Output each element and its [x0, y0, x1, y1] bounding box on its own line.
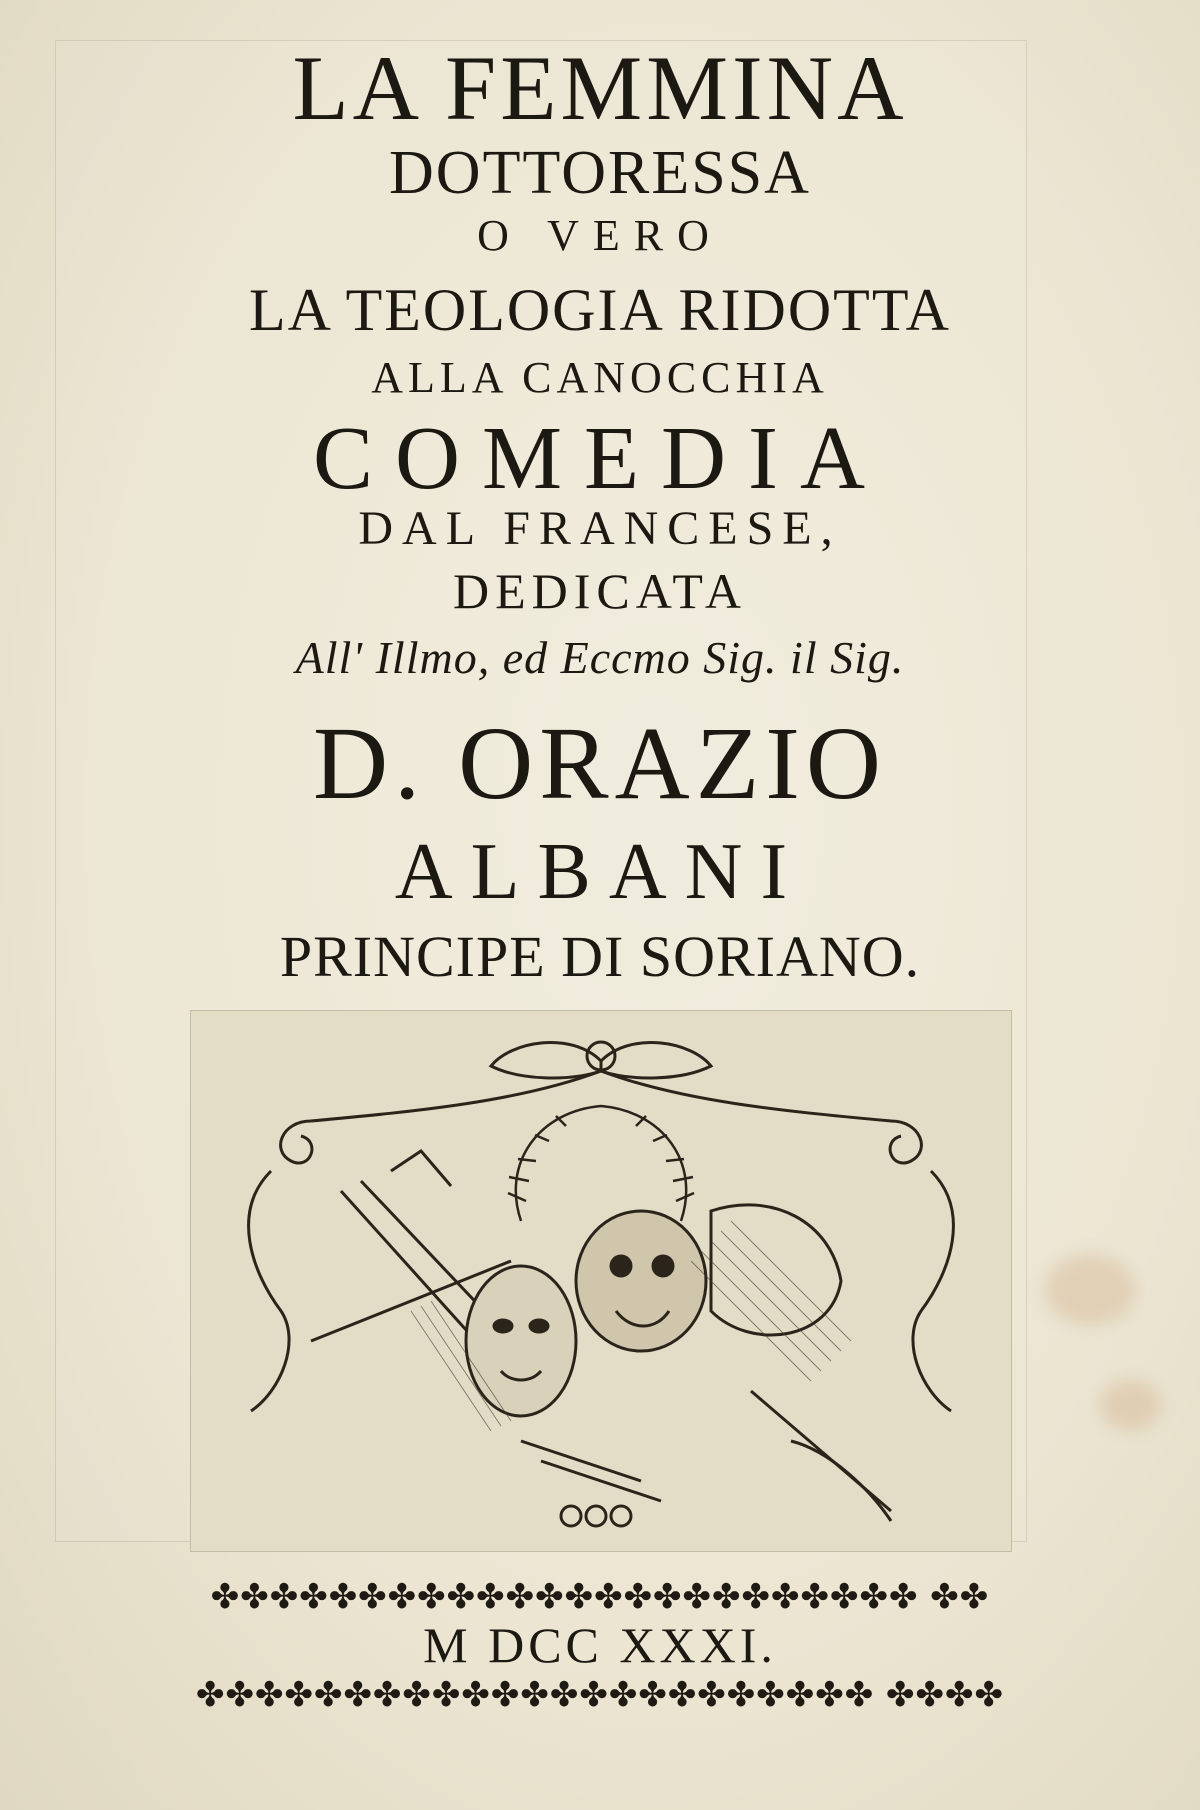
foxing-stain	[1100, 1380, 1160, 1430]
dedication-label: DEDICATA	[453, 563, 747, 619]
imprint-date: M DCC XXXI.	[423, 1617, 777, 1673]
fleuron-rule-bottom: ✤✤✤✤✤✤✤✤✤✤✤✤✤✤✤✤✤✤✤✤✤✤✤ ✤✤✤✤	[196, 1675, 1004, 1715]
foxing-stain	[1045, 1255, 1135, 1325]
dedicatee-title: PRINCIPE DI SORIANO.	[279, 924, 921, 989]
subtitle-line-1: LA TEOLOGIA RIDOTTA	[248, 277, 951, 343]
dedicatee-name: D. ORAZIO	[313, 706, 887, 821]
dedication-honorific: All' Illmo, ed Eccmo Sig. il Sig.	[295, 632, 905, 683]
fleuron-rule-top: ✤✤✤✤✤✤✤✤✤✤✤✤✤✤✤✤✤✤✤✤✤✤✤✤ ✤✤	[210, 1577, 990, 1617]
subtitle-line-2: ALLA CANOCCHIA	[371, 353, 829, 402]
genre-line: COMEDIA	[313, 409, 887, 508]
title-line-2: DOTTORESSA	[389, 139, 811, 207]
theatrical-masks-trophy-vignette-icon	[190, 1010, 1012, 1552]
source-line: DAL FRANCESE,	[358, 502, 842, 555]
title-line-3: O VERO	[477, 211, 723, 260]
dedicatee-surname: ALBANI	[394, 828, 806, 916]
title-line-1: LA FEMMINA	[292, 37, 908, 139]
